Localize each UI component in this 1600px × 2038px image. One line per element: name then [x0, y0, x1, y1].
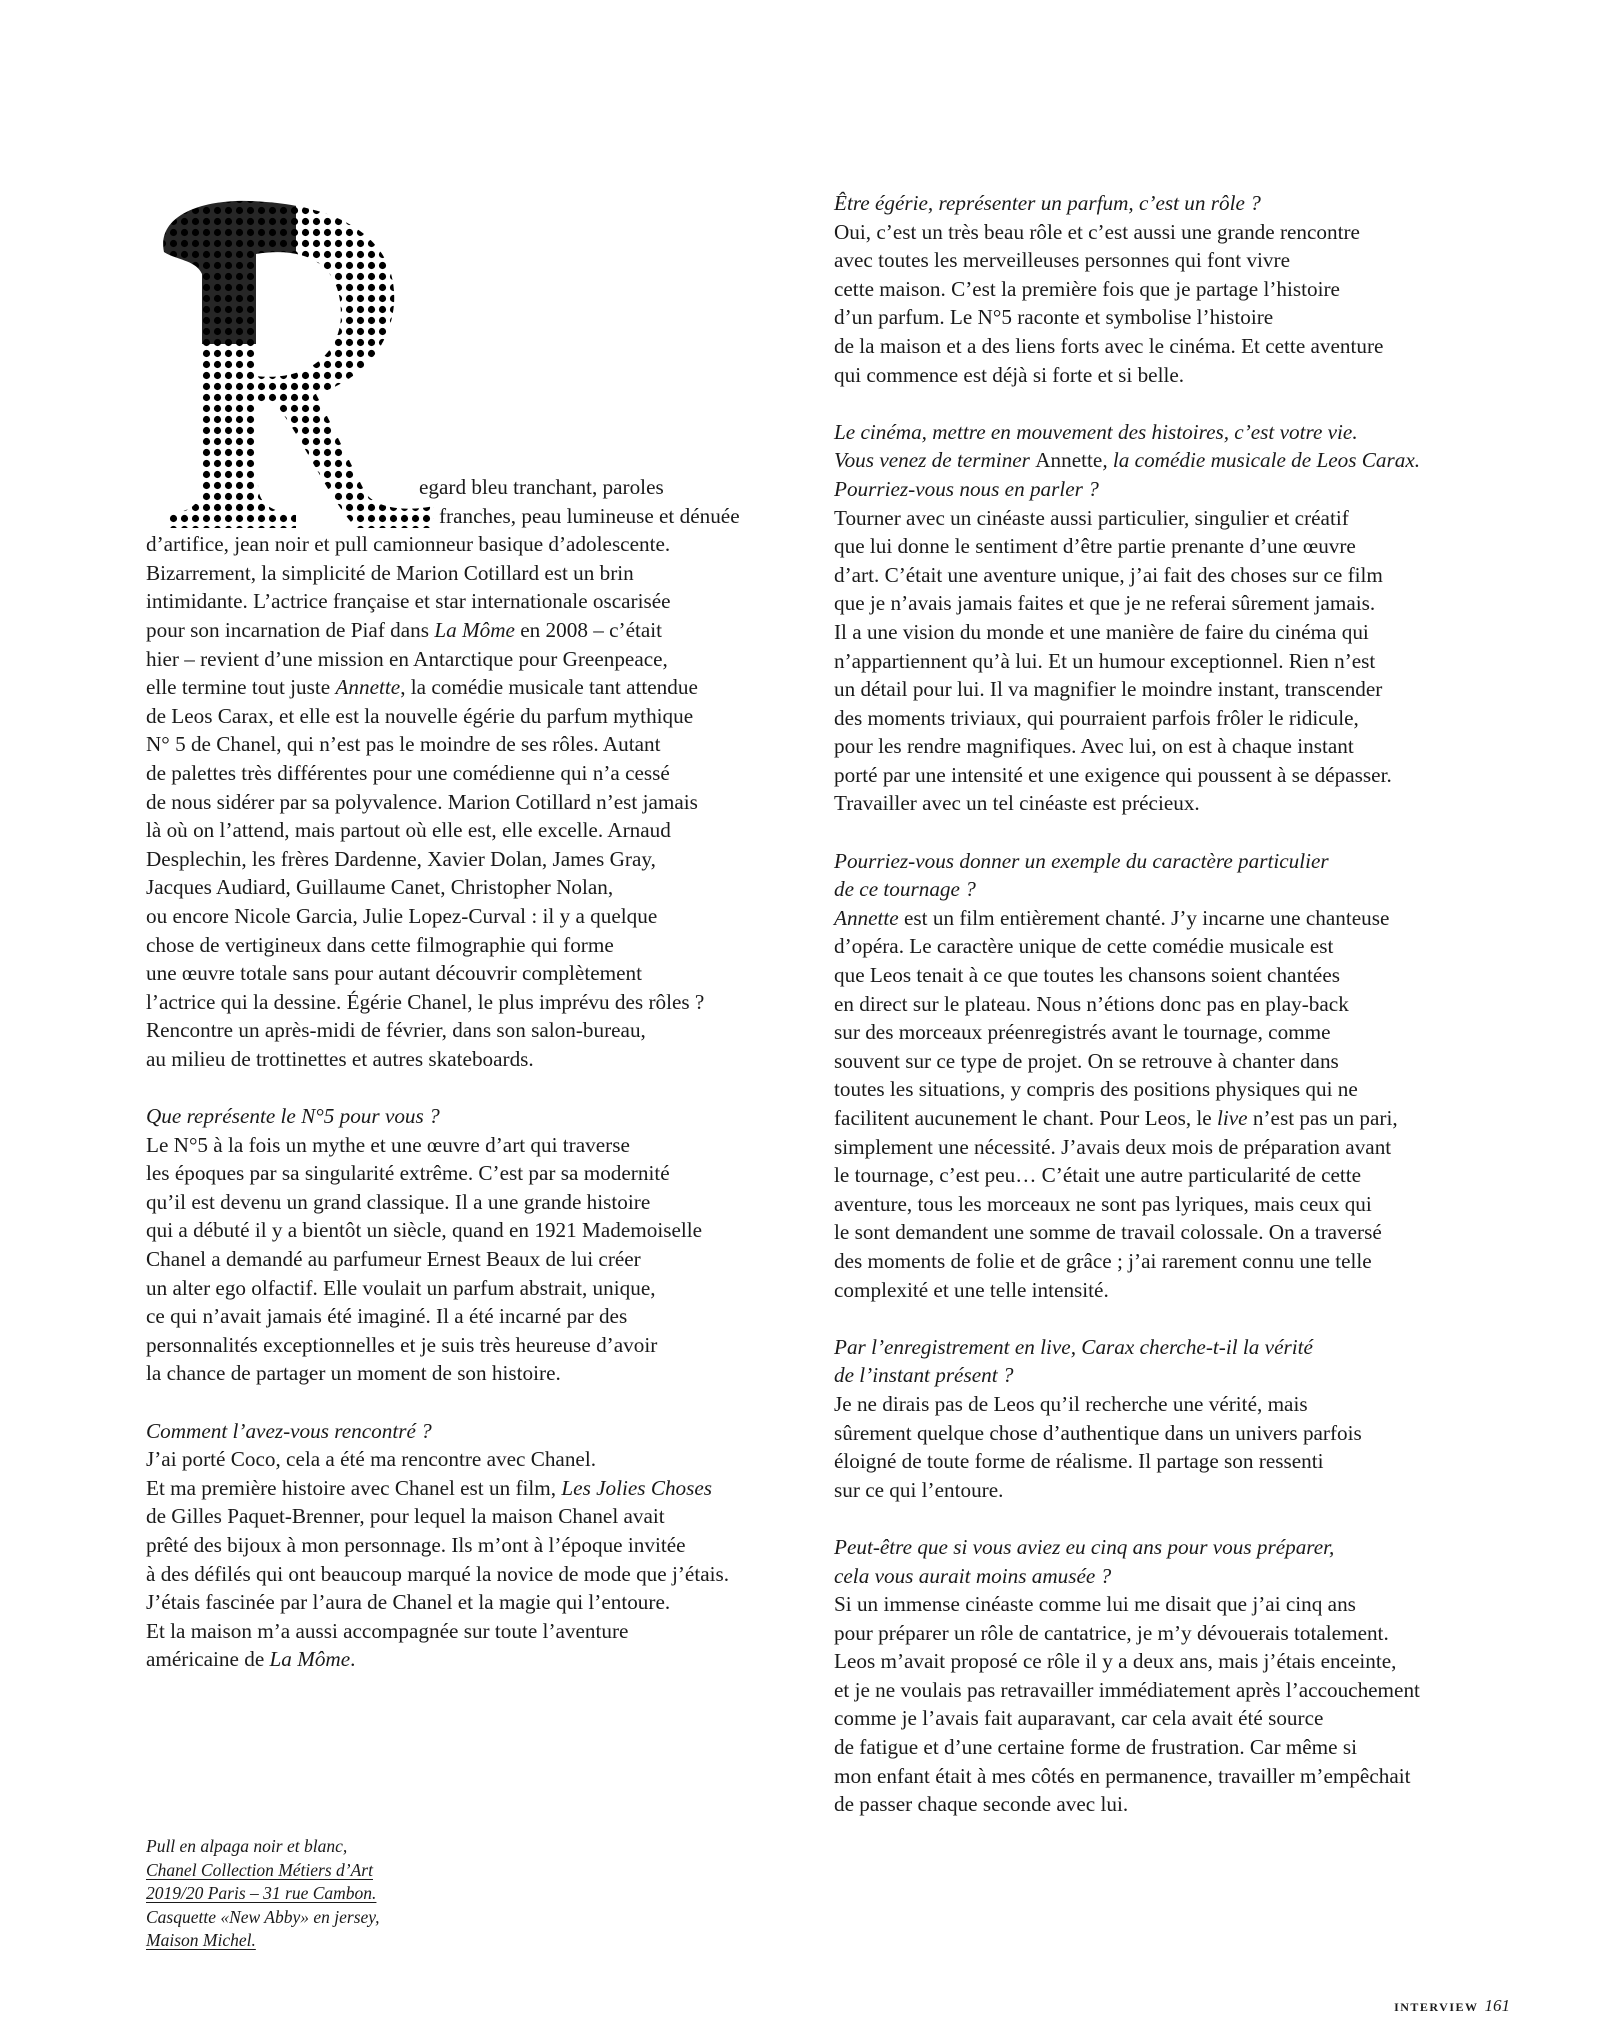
caption-line: Maison Michel. [146, 1930, 256, 1951]
film-title: La Môme [269, 1647, 351, 1672]
body-line: pour son incarnation de Piaf dans La Môme en 2008 – c’était [146, 617, 663, 642]
body-line: là où on l’attend, mais partout où elle est, elle excelle. Arnaud [146, 818, 671, 843]
caption-line: Pull en alpaga noir et blanc, [146, 1836, 348, 1856]
question: Peut-être que si vous aviez eu cinq ans pour vous préparer, cela vous aurait moins amusée ? [834, 1534, 1335, 1588]
question: Être égérie, représenter un parfum, c’est un rôle ? [834, 191, 1261, 215]
body-line: chose de vertigineux dans cette filmographie qui forme [146, 932, 614, 957]
body-line: elle termine tout juste Annette, la comédie musicale tant attendue [146, 675, 698, 700]
lead-paragraph [146, 473, 846, 1073]
body-line: Rencontre un après-midi de février, dans son salon-bureau, [146, 1018, 646, 1043]
body-line: de palettes très différentes pour une comédienne qui n’a cessé [146, 760, 670, 785]
body-line: d’artifice, jean noir et pull camionneur basique d’adolescente. [146, 532, 671, 557]
body-line: au milieu de trottinettes et autres skateboards. [146, 1046, 534, 1071]
body-line: hier – revient d’une mission en Antarctique pour Greenpeace, [146, 646, 668, 671]
answer: Je ne dirais pas de Leos qu’il recherche une vérité, mais sûrement quelque chose d’authentique dans un univers parfois éloigné de toute forme de réalisme. Il partage son ressenti sur ce qui l’entoure. [834, 1391, 1362, 1502]
caption-line: 2019/20 Paris – 31 rue Cambon. [146, 1883, 377, 1904]
answer: Oui, c’est un très beau rôle et c’est aussi une grande rencontre avec toutes les merveilleuses personnes qui font vivre cette maison. C’est la première fois que je partage l’histoire d’un parfum. Le N°5 raconte et symbolise l’histoire de la maison et a des liens forts avec le cinéma. Et cette aventure qui commence est déjà si forte et si belle. [834, 219, 1384, 387]
page-number: 161 [1484, 1996, 1510, 2015]
body-line: une œuvre totale sans pour autant découvrir complètement [146, 961, 642, 986]
body-line: N° 5 de Chanel, qui n’est pas le moindre de ses rôles. Autant [146, 732, 661, 757]
caption-line: Chanel Collection Métiers d’Art [146, 1859, 373, 1880]
film-title: Annette [335, 675, 401, 700]
photo-caption [146, 1835, 379, 1953]
question: Comment l’avez-vous rencontré ? [146, 1418, 432, 1443]
question: Le cinéma, mettre en mouvement des histoires, c’est votre vie. Vous venez de terminer Annette, la comédie musicale de Leos Carax. Pourriez-vous nous en parler ? [834, 419, 1421, 501]
caption-line: Casquette «New Abby» en jersey, [146, 1906, 380, 1927]
body-line: intimidante. L’actrice française et star internationale oscarisée [146, 589, 671, 614]
question: Que représente le N°5 pour vous ? [146, 1104, 440, 1129]
answer: Annette est un film entièrement chanté. J’y incarne une chanteuse d’opéra. Le caractère unique de cette comédie musicale est que Leos tenait à ce que toutes les chansons soient chantées en direct sur le plateau. Nous n’étions donc pas en play-back sur des morceaux préenregistrés avant le tournage, comme souvent sur ce type de projet. On se retrouve à chanter dans toutes les situations, y compris des positions physiques qui ne facilitent aucunement le chant. Pour Leos, le live n’est pas un pari, simplement une nécessité. J’avais deux mois de préparation avant le tournage, c’est peu… C’était une autre particularité de cette aventure, tous les morceaux ne sont pas lyriques, mais ceux qui le sont demandent une somme de travail colossale. On a traversé des moments de folie et de grâce ; j’ai rarement connu une telle complexité et une telle intensité. [834, 905, 1398, 1302]
film-title: Les Jolies Choses [561, 1475, 713, 1500]
answer: Le N°5 à la fois un mythe et une œuvre d’art qui traverse les époques par sa singularité extrême. C’est par sa modernité qu’il est devenu un grand classique. Il a une grande histoire qui a débuté il y a bientôt un siècle, quand en 1921 Mademoiselle Chanel a demandé au parfumeur Ernest Beaux de lui créer un alter ego olfactif. Elle voulait un parfum abstrait, unique, ce qui n’avait jamais été imaginé. Il a été incarné par des personnalités exceptionnelles et je suis très heureuse d’avoir la chance de partager un moment de son histoire. [146, 1132, 703, 1386]
film-title: Annette [834, 905, 899, 930]
body-line: Jacques Audiard, Guillaume Canet, Christopher Nolan, [146, 875, 614, 900]
answer: Tourner avec un cinéaste aussi particulier, singulier et créatif que lui donne le sentiment d’être partie prenante d’une œuvre d’art. C’était une aventure unique, j’ai fait des choses sur ce film que je n’avais jamais faites et que je ne referai sûrement jamais. Il a une vision du monde et une manière de faire du cinéma qui n’appartiennent qu’à lui. Et un humour exceptionnel. Rien n’est un détail pour lui. Il va magnifier le moindre instant, transcender des moments triviaux, qui pourraient parfois frôler le ridicule, pour les rendre magnifiques. Avec lui, on est à chaque instant porté par une intensité et une exigence qui poussent à se dépasser. Travailler avec un tel cinéaste est précieux. [834, 505, 1392, 816]
left-column [146, 473, 846, 1674]
body-line: l’actrice qui la dessine. Égérie Chanel, le plus imprévu des rôles ? [146, 989, 705, 1014]
film-title: La Môme [434, 617, 515, 642]
right-column [834, 189, 1514, 1819]
body-line: ou encore Nicole Garcia, Julie Lopez-Curval : il y a quelque [146, 903, 658, 928]
page-folio [1394, 1996, 1510, 2016]
body-line: de nous sidérer par sa polyvalence. Marion Cotillard n’est jamais [146, 789, 698, 814]
body-line: Desplechin, les frères Dardenne, Xavier Dolan, James Gray, [146, 846, 656, 871]
body-line: Bizarrement, la simplicité de Marion Cotillard est un brin [146, 560, 634, 585]
answer: J’ai porté Coco, cela a été ma rencontre avec Chanel. Et ma première histoire avec Chanel est un film, Les Jolies Choses de Gilles Paquet-Brenner, pour lequel la maison Chanel avait prêté des bijoux à mon personnage. Ils m’ont à l’époque invitée à des défilés qui ont beaucoup marqué la novice de mode que j’étais. J’étais fascinée par l’aura de Chanel et la magie qui l’entoure. Et la maison m’a aussi accompagnée sur toute l’aventure américaine de La Môme. [146, 1447, 730, 1672]
question: Par l’enregistrement en live, Carax cherche-t-il la vérité de l’instant présent ? [834, 1334, 1313, 1388]
answer: Si un immense cinéaste comme lui me disait que j’ai cinq ans pour préparer un rôle de cantatrice, je m’y dévouerais totalement. Leos m’avait proposé ce rôle il y a deux ans, mais j’étais enceinte, et je ne voulais pas retravailler immédiatement après l’accouchement comme je l’avais fait auparavant, car cela avait été source de fatigue et d’une certaine forme de frustration. Car même si mon enfant était à mes côtés en permanence, travailler m’empêchait de passer chaque seconde avec lui. [834, 1592, 1420, 1817]
lead-line: egard bleu tranchant, paroles [419, 475, 664, 499]
magazine-name: INTERVIEW [1394, 2000, 1479, 2014]
question: Pourriez-vous donner un exemple du caractère particulier de ce tournage ? [834, 848, 1329, 902]
lead-line: franches, peau lumineuse et dénuée [439, 503, 740, 528]
body-line: de Leos Carax, et elle est la nouvelle égérie du parfum mythique [146, 703, 694, 728]
film-title: Annette [1035, 448, 1103, 473]
